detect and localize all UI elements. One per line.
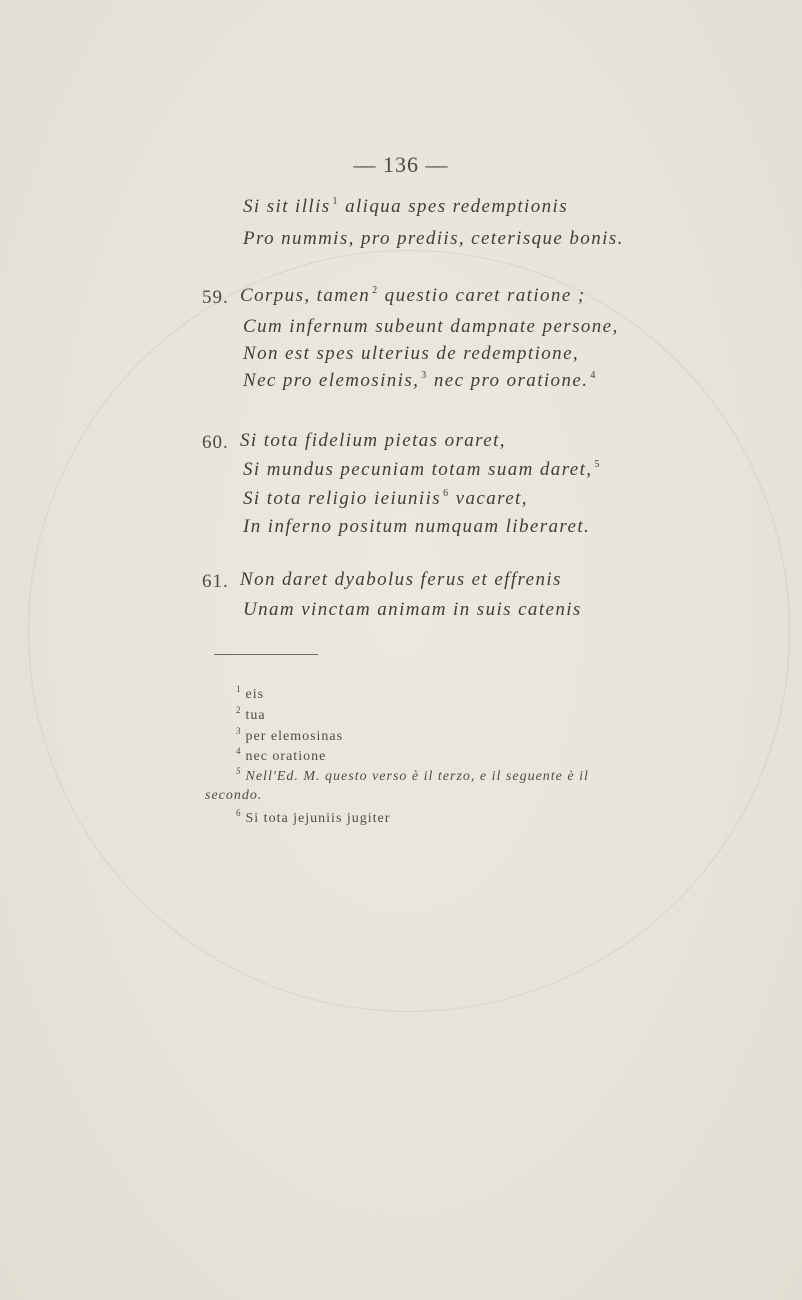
footnote-continuation: secondo. [205, 788, 263, 803]
verse-line: Si mundus pecuniam totam suam daret, $^5$ [243, 459, 601, 480]
verse-line: Si sit illis $^1$ aliqua spes redemptionis [243, 196, 568, 217]
footnote: $^4$ nec oratione [236, 746, 327, 764]
footnote: $^3$ per elemosinas [236, 726, 344, 744]
footnote: $^5$ Nell'Ed. M. questo verso è il terzo, e il seguente è il [236, 766, 589, 784]
stanza-number: 60. [202, 432, 229, 453]
stanza-number: 61. [202, 571, 229, 592]
verse-line: Non est spes ulterius de redemptione, [243, 343, 580, 364]
stanza-number: 59. [202, 287, 229, 308]
verse-line: Si tota fidelium pietas oraret, [240, 430, 506, 451]
verse-line: Si tota religio ieiuniis $^6$ vacaret, [243, 488, 528, 509]
footnote: $^6$ Si tota jejuniis jugiter [236, 808, 391, 826]
verse-line: Corpus, tamen $^2$ questio caret ratione ; [240, 285, 586, 306]
verse-line: Cum infernum subeunt dampnate persone, [243, 316, 619, 337]
verse-line: Unam vinctam animam in suis catenis [243, 599, 582, 620]
footnote: $^2$ tua [236, 705, 266, 723]
footnote-rule [214, 654, 318, 655]
verse-line: Non daret dyabolus ferus et effrenis [240, 569, 562, 590]
verse-line: Nec pro elemosinis, $^3$ nec pro oratione. $^4$ [243, 370, 597, 391]
verse-line: In inferno positum numquam liberaret. [243, 516, 591, 537]
verse-line: Pro nummis, pro prediis, ceterisque bonis. [243, 228, 624, 249]
page-number: — 136 — [353, 152, 449, 177]
footnote: $^1$ eis [236, 684, 265, 702]
